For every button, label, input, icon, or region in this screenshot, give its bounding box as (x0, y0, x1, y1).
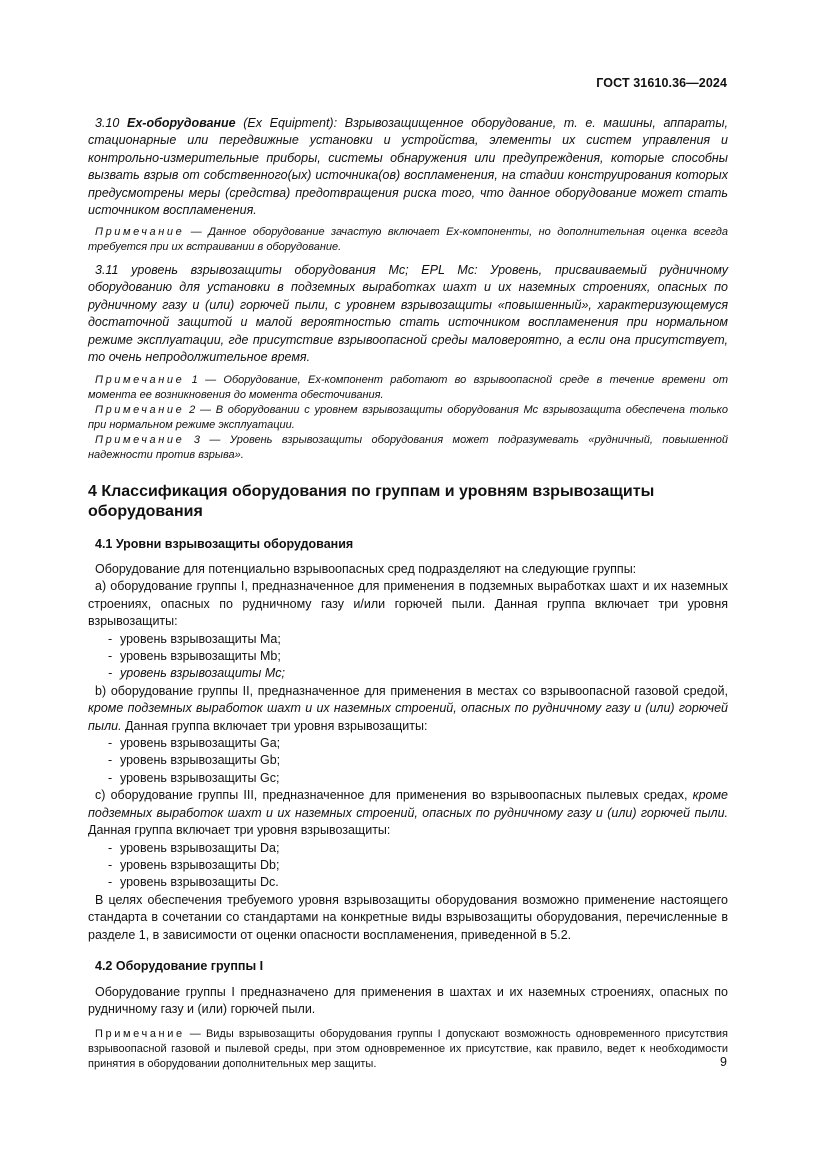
def-term: Ex-оборудование (127, 116, 236, 130)
section-4-1-intro: Оборудование для потенциально взрывоопасных сред подразделяют на следующие группы: (95, 562, 637, 576)
list-item: - уровень взрывозащиты Mb; (108, 649, 281, 664)
subsection-4-2-title: 4.2 Оборудование группы I (95, 958, 264, 973)
list-item: - уровень взрывозащиты Gc; (108, 770, 280, 785)
definition-3-10-text (88, 115, 728, 219)
section-4 (88, 482, 728, 1072)
note-label: Примечание (95, 434, 185, 447)
subsection-4-1-title: 4.1 Уровни взрывозащиты оборудования (95, 537, 354, 551)
def-number: 3.10 (95, 116, 120, 130)
list-item: - уровень взрывозащиты Db; (108, 857, 280, 872)
note-1 (88, 373, 728, 403)
group-c-text: c) оборудование группы III, предназначенное для применения во взрывоопасных пылевых средах, кроме подземных выработок шахт и их наземных строений, опасных по рудничному газу и (или) горючей пыли. Данная группа включает три уровня взрывозащиты: (88, 788, 728, 838)
note-label: Примечание (95, 404, 185, 417)
note-text: — Данное оборудование зачастую включает Ex-компоненты, но дополнительная оценка всегда требуется при их встраивании в оборудование. (88, 226, 728, 254)
note-text: 2 — В оборудовании с уровнем взрывозащиты оборудования Mc взрывозащита обеспечена только при нормальном режиме эксплуатации. (88, 404, 728, 432)
list-item: - уровень взрывозащиты Dc. (108, 875, 279, 890)
note-label: Примечание (95, 226, 185, 239)
definition-3-11-text: 3.11 уровень взрывозащиты оборудования Mc; EPL Mc: Уровень, присваиваемый рудничному оборудованию для установки в подземных выработках шахт и их наземных строениях, опасных по рудничному газу и (или) горючей пыли, с уровнем взрывозащиты «повышенный», характеризующемуся достаточной защитой и малой вероятностью стать источником воспламенения при нормальном режиме эксплуатации, где присутствие взрывоопасной среды маловероятно, а если она присутствует, то очень непродолжительное время. (88, 263, 728, 365)
definition-3-11 (88, 262, 728, 463)
page-number: 9 (720, 1055, 727, 1069)
list-item: - уровень взрывозащиты Gb; (108, 753, 281, 768)
note-3 (88, 433, 728, 463)
note-2 (88, 403, 728, 433)
list-item: - уровень взрывозащиты Da; (108, 840, 280, 855)
section-4-title: 4 Классификация оборудования по группам и уровням взрывозащиты оборудования (88, 483, 655, 520)
definition-3-11-notes (88, 373, 728, 463)
note-text: 1 — Оборудование, Ex-компонент работают во взрывоопасной среде в течение времени от момента ее возникновения до момента обесточивания. (88, 374, 728, 402)
note-text: 3 — Уровень взрывозащиты оборудования может подразумевать «рудничный, повышенной надежности против взрыва». (88, 434, 728, 462)
section-4-2-note (88, 1027, 728, 1072)
section-4-1-closing: В целях обеспечения требуемого уровня взрывозащиты оборудования возможно применение настоящего стандарта в сочетании со стандартами на конкретные виды взрывозащиты оборудования, перечисленные в разделе 1, в зависимости от оценки опасности воспламенения, приведенной в 5.2. (88, 892, 728, 942)
group-b-text: b) оборудование группы II, предназначенное для применения в местах со взрывоопасной газовой средой, кроме подземных выработок шахт и их наземных строений, опасных по рудничному газу и (или) горючей пыли. Данная группа включает три уровня взрывозащиты: (88, 683, 728, 733)
note-text: — Виды взрывозащиты оборудования группы I допускают возможность одновременного присутствия взрывоопасной газовой и пылевой среды, при этом одновременное их присутствие, как правило, ведет к необходимости принятия в оборудовании дополнительных мер защиты. (88, 1027, 728, 1070)
note-label: Примечание (95, 374, 185, 387)
definition-3-10-note (88, 225, 728, 255)
group-a-text: a) оборудование группы I, предназначенное для применения в подземных выработках шахт и их наземных строениях, опасных по рудничному газу и/или горючей пыли. Данная группа включает три уровня взрывозащиты: (88, 579, 728, 629)
document-header: ГОСТ 31610.36—2024 (596, 76, 727, 90)
list-item: - уровень взрывозащиты Mc; (108, 666, 285, 681)
definition-3-10 (88, 115, 728, 255)
def-body: (Ex Equipment): Взрывозащищенное оборудование, т. е. машины, аппараты, стационарные или передвижные установки и устройства, элементы их систем управления и контрольно-измерительные приборы, системы обнаружения или предупреждения, которые способны вызвать взрыв от собственного(ых) источника(ов) воспламенения, на стадии конструирования которых предусмотрены меры (средства) предотвращения риска того, что данное оборудование может стать источником воспламенения. (88, 116, 728, 218)
list-item: - уровень взрывозащиты Ga; (108, 736, 281, 751)
section-4-2-text: Оборудование группы I предназначено для применения в шахтах и их наземных строениях, опасных по рудничному газу и (или) горючей пыли. (88, 984, 728, 1017)
list-item: - уровень взрывозащиты Ma; (108, 631, 281, 646)
note-label: Примечание (95, 1027, 185, 1040)
